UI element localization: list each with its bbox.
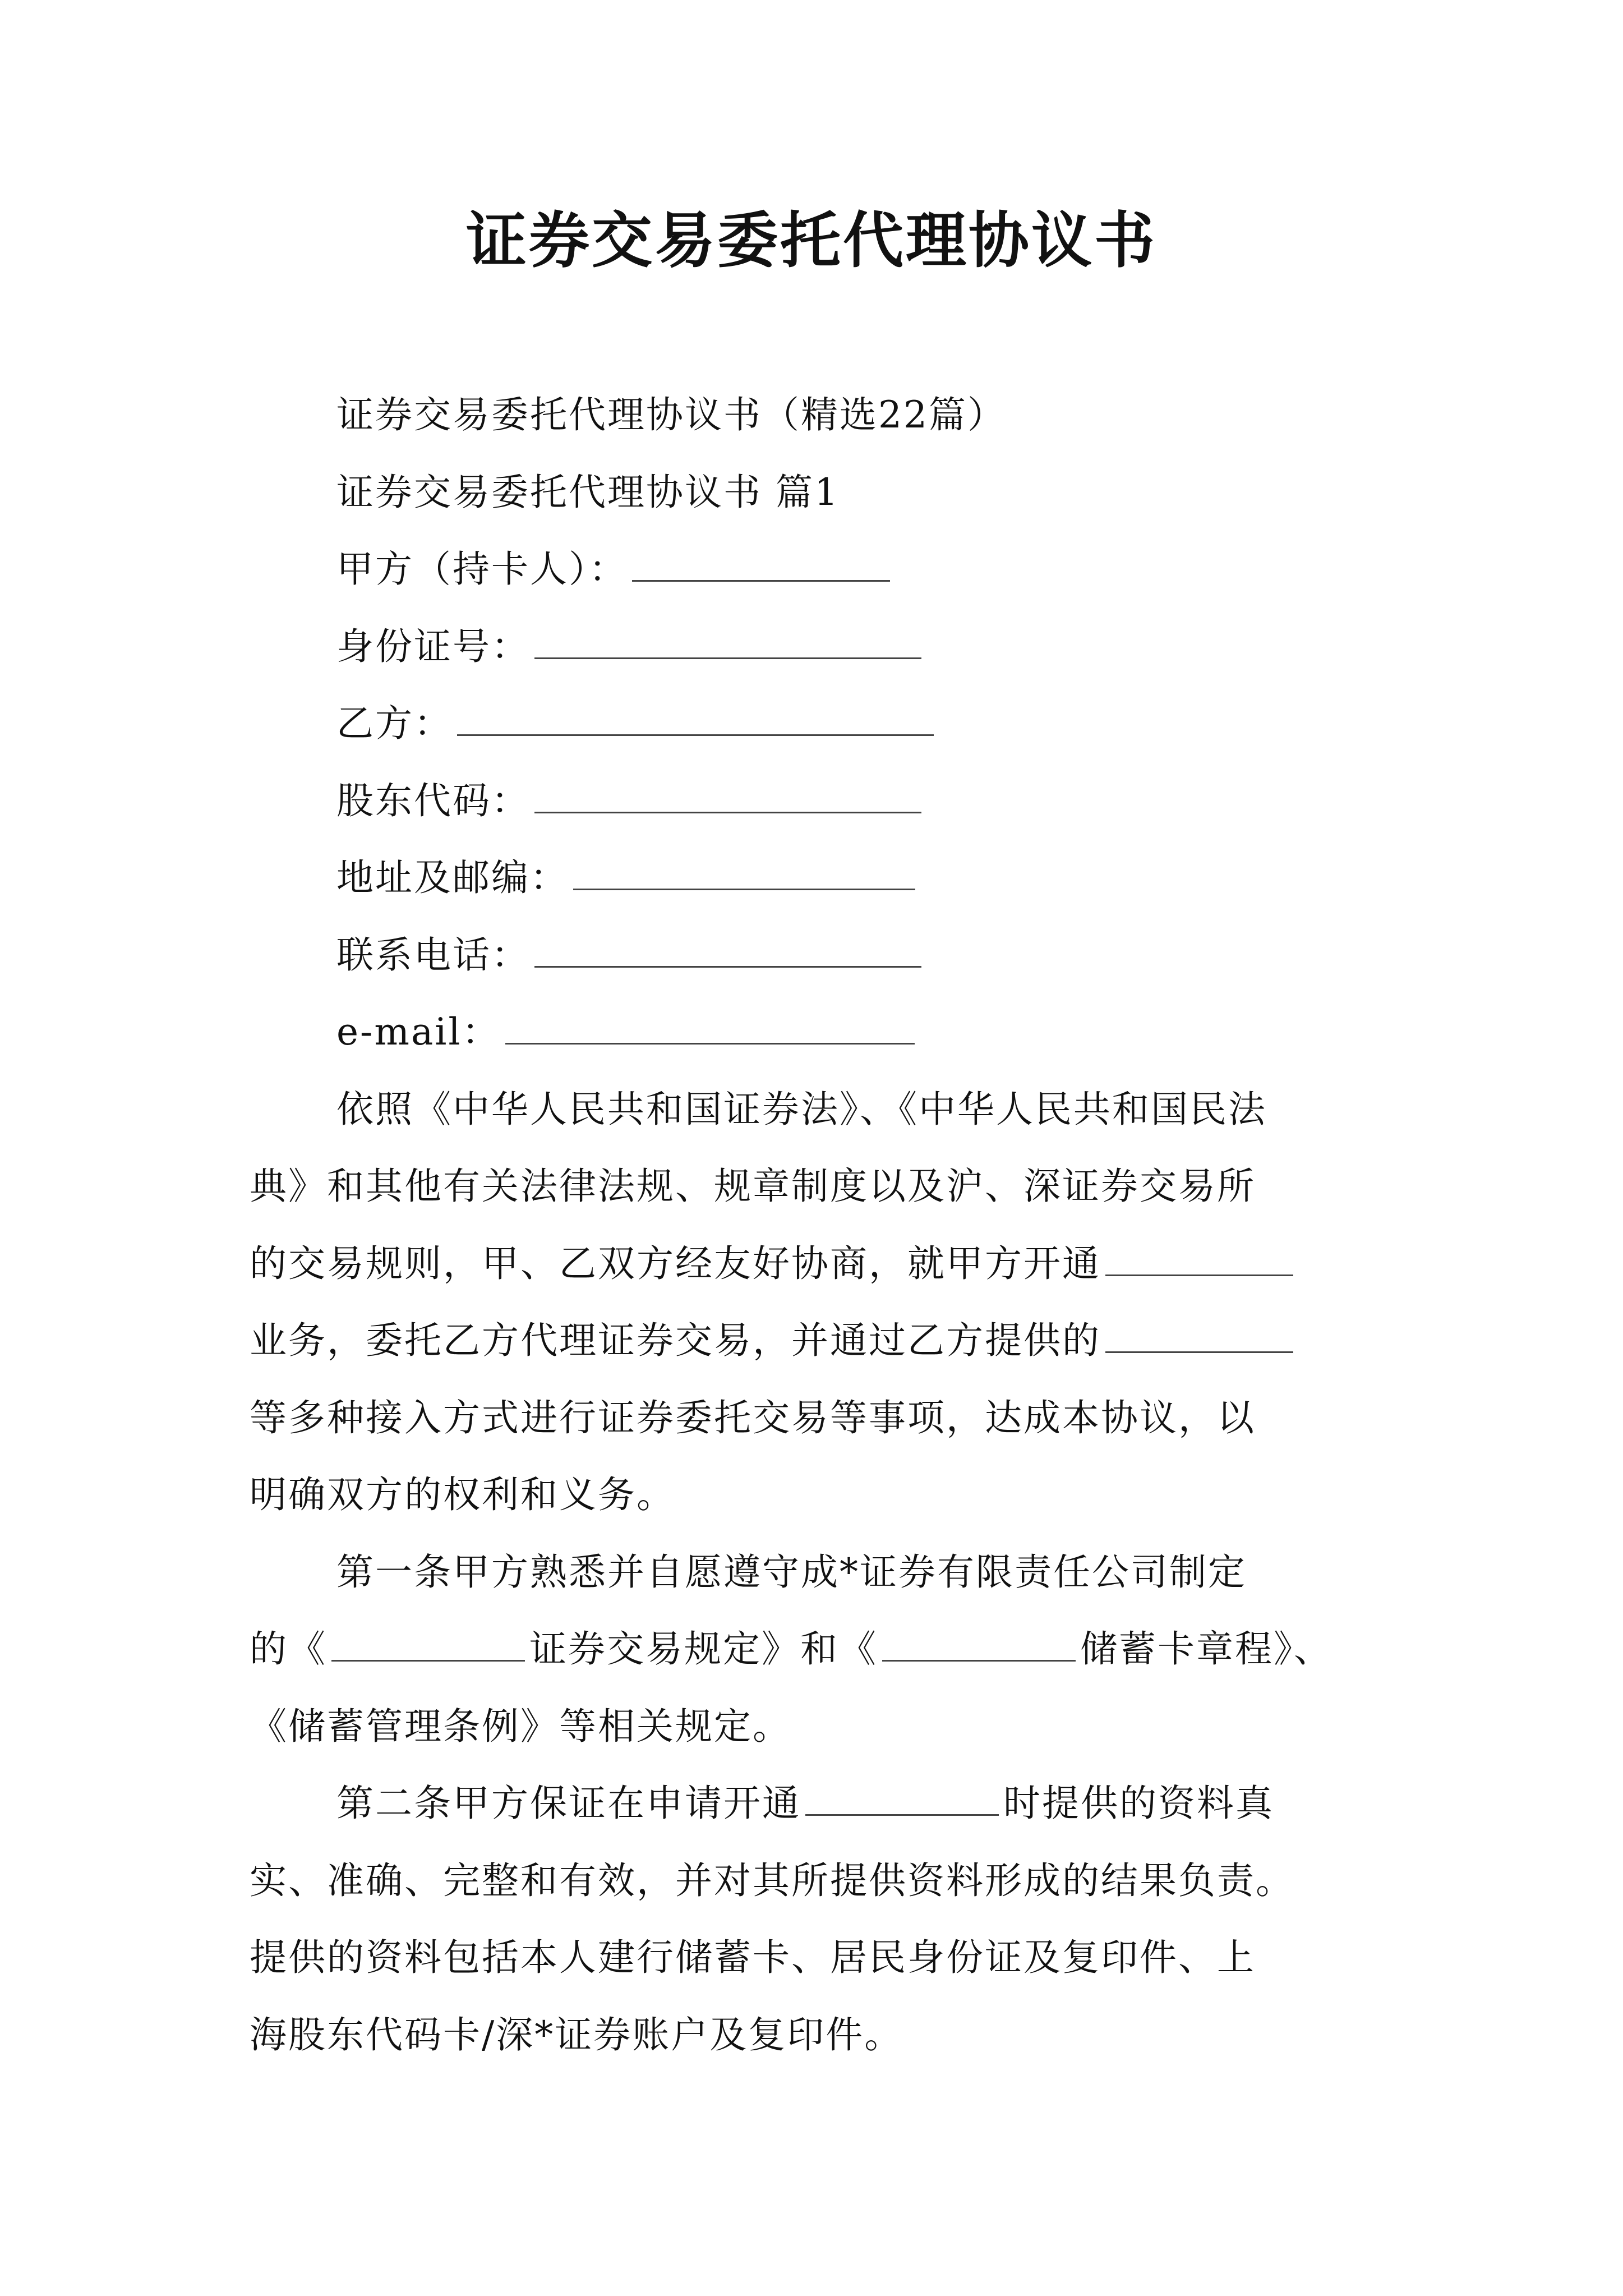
field-label: 联系电话：: [336, 933, 530, 977]
para1-line1: 依照《中华人民共和国证券法》、《中华人民共和国民法: [336, 1088, 1267, 1131]
document-title: 证券交易委托代理协议书: [465, 206, 1157, 276]
blank-line: [534, 777, 921, 813]
blank-line: [534, 623, 921, 659]
article2-line1: [336, 1775, 1274, 1832]
article1-line2-b: 证券交易规定》和《: [529, 1627, 878, 1671]
article1-line2: [250, 1621, 1332, 1677]
blank-line: [505, 1008, 915, 1045]
article2-line4: 海股东代码卡/深*证券账户及复印件。: [250, 2013, 903, 2056]
blank-line: [632, 545, 890, 582]
para1-line3: [250, 1236, 1293, 1292]
article1-line1: 第一条甲方熟悉并自愿遵守成*证券有限责任公司制定: [336, 1550, 1247, 1594]
blank-line: [882, 1625, 1076, 1662]
field-email: [336, 1004, 915, 1060]
para1-line6: 明确双方的权利和义务。: [250, 1473, 675, 1516]
section-heading: 证券交易委托代理协议书 篇1: [336, 471, 840, 514]
field-party-b: [336, 696, 934, 752]
blank-line: [331, 1625, 525, 1662]
article2-line1-b: 时提供的资料真: [1003, 1782, 1274, 1825]
para1-line5: 等多种接入方式进行证券委托交易等事项，达成本协议，以: [250, 1396, 1256, 1439]
field-label: 地址及邮编：: [336, 856, 569, 899]
blank-line: [457, 700, 934, 736]
blank-line: [534, 931, 921, 968]
article1-line2-c: 储蓄卡章程》、: [1080, 1627, 1332, 1671]
blank-line: [1105, 1240, 1293, 1276]
para1-line4: [250, 1313, 1293, 1369]
subtitle: 证券交易委托代理协议书（精选22篇）: [336, 393, 1006, 436]
article1-line3: 《储蓄管理条例》等相关规定。: [250, 1705, 791, 1748]
field-phone: [336, 927, 921, 983]
para1-line3-text: 的交易规则，甲、乙双方经友好协商，就甲方开通: [250, 1242, 1101, 1285]
article2-line3: 提供的资料包括本人建行储蓄卡、居民身份证及复印件、上: [250, 1936, 1256, 1979]
blank-line: [805, 1779, 999, 1816]
field-shareholder-code: [336, 773, 921, 829]
field-label: e-mail：: [336, 1010, 501, 1053]
para1-line2: 典》和其他有关法律法规、规章制度以及沪、深证券交易所: [250, 1165, 1256, 1208]
field-label: 股东代码：: [336, 779, 530, 822]
field-id-number: [336, 619, 921, 675]
blank-line: [573, 854, 915, 890]
field-address: [336, 850, 915, 906]
blank-line: [1105, 1317, 1293, 1353]
article2-line1-a: 第二条甲方保证在申请开通: [336, 1782, 801, 1825]
article2-line2: 实、准确、完整和有效，并对其所提供资料形成的结果负责。: [250, 1859, 1294, 1902]
para1-line4-text: 业务，委托乙方代理证券交易，并通过乙方提供的: [250, 1319, 1101, 1362]
field-label: 身份证号：: [336, 625, 530, 668]
article1-line2-a: 的《: [250, 1627, 327, 1671]
field-label: 乙方：: [336, 702, 453, 745]
field-label: 甲方（持卡人）：: [336, 547, 628, 591]
field-party-a: [336, 541, 890, 597]
